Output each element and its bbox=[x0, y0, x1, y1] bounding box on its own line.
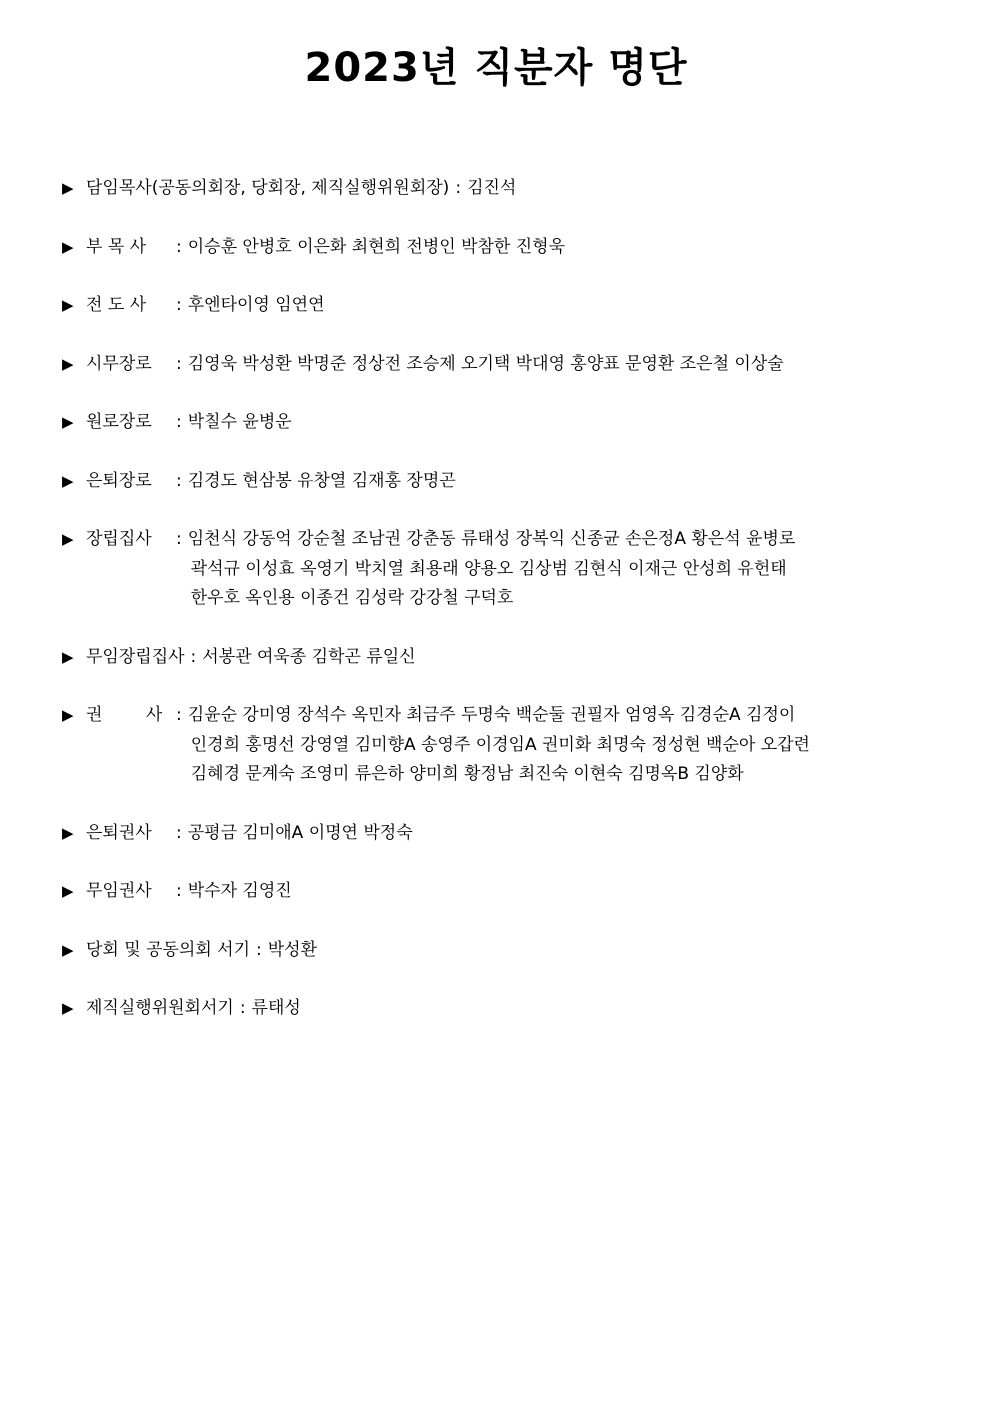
row-names: 박성환 bbox=[267, 939, 318, 960]
bullet-icon: ▶ bbox=[62, 237, 74, 256]
bullet-icon: ▶ bbox=[62, 413, 74, 431]
row-unassigned-ordained-deacons bbox=[62, 643, 942, 673]
row-label: 당회 및 공동의회 서기 bbox=[86, 939, 251, 960]
row-separator: : bbox=[176, 236, 182, 257]
row-label bbox=[86, 467, 170, 497]
row-senior-elders bbox=[62, 408, 942, 438]
row-label bbox=[86, 408, 170, 438]
row-separator: : bbox=[455, 178, 462, 198]
bullet-icon: ▶ bbox=[62, 471, 74, 490]
row-label-text: 장립집사 bbox=[86, 529, 152, 549]
row-separator: : bbox=[256, 939, 262, 960]
row-label-text: 은퇴권사 bbox=[86, 822, 152, 843]
row-label bbox=[86, 350, 170, 380]
row-label-text: 부 목 사 bbox=[86, 236, 147, 257]
row-separator: : bbox=[176, 822, 182, 843]
bullet-icon: ▶ bbox=[62, 999, 74, 1017]
row-label: 담임목사(공동의회장, 당회장, 제직실행위원회장) bbox=[86, 178, 450, 198]
names-line: 한우호 옥인용 이종건 김성락 강강철 구덕호 bbox=[190, 588, 514, 608]
bullet-icon: ▶ bbox=[62, 530, 74, 548]
row-label bbox=[86, 233, 170, 263]
row-names: 김진석 bbox=[467, 178, 517, 198]
row-active-elders bbox=[62, 350, 942, 380]
names-line: 임천식 강동억 강순철 조남권 강춘동 류태성 장복익 신종균 손은정A 황은석 윤병로 bbox=[187, 529, 796, 549]
bullet-icon: ▶ bbox=[62, 940, 74, 959]
names-line: 김윤순 강미영 장석수 옥민자 최금주 두명숙 백순둘 권필자 엄영옥 김경순A 김정이 bbox=[187, 705, 796, 725]
row-names: 류태성 bbox=[251, 998, 301, 1018]
row-names: 김영욱 박성환 박명준 정상전 조승제 오기택 박대영 홍양표 문영환 조은철 이상술 bbox=[187, 353, 784, 374]
bullet-icon: ▶ bbox=[62, 706, 74, 724]
row-separator: : bbox=[176, 529, 182, 549]
row-unassigned-kwonsa bbox=[62, 877, 942, 907]
names-line: 김혜경 문계숙 조영미 류은하 양미희 황정남 최진숙 이현숙 김명옥B 김양화 bbox=[190, 764, 744, 784]
row-session-clerk bbox=[62, 936, 942, 966]
row-names: 서봉관 여욱종 김학곤 류일신 bbox=[202, 646, 416, 667]
names-line: 곽석규 이성효 옥영기 박치열 최용래 양용오 김상범 김현식 이재근 안성희 유헌태 bbox=[190, 558, 787, 579]
row-separator: : bbox=[176, 705, 182, 725]
row-names: 공평금 김미애A 이명연 박정숙 bbox=[187, 822, 413, 843]
row-names: 김경도 현삼봉 유창열 김재홍 장명곤 bbox=[187, 470, 456, 491]
row-label-text: 권 사 bbox=[86, 705, 163, 725]
row-label-text: 무임권사 bbox=[86, 881, 152, 901]
row-names: 박칠수 윤병운 bbox=[187, 412, 292, 432]
row-label-text: 은퇴장로 bbox=[86, 470, 152, 491]
bullet-icon: ▶ bbox=[62, 882, 74, 900]
row-kwonsa bbox=[62, 701, 942, 790]
bullet-icon: ▶ bbox=[62, 296, 74, 314]
row-separator: : bbox=[176, 295, 182, 315]
row-label: 제직실행위원회서기 bbox=[86, 998, 234, 1018]
row-separator: : bbox=[176, 353, 182, 374]
row-separator: : bbox=[190, 646, 197, 667]
row-label bbox=[86, 819, 170, 849]
row-separator: : bbox=[176, 470, 182, 491]
row-separator: : bbox=[176, 412, 182, 432]
row-names bbox=[188, 525, 942, 614]
officer-roster bbox=[62, 174, 942, 1053]
bullet-icon: ▶ bbox=[62, 823, 74, 842]
bullet-icon: ▶ bbox=[62, 179, 74, 197]
page-title: 2023년 직분자 명단 bbox=[304, 45, 688, 91]
names-line: 인경희 홍명선 강영열 김미향A 송영주 이경임A 권미화 최명숙 정성현 백순아 오갑련 bbox=[190, 734, 810, 755]
row-label bbox=[86, 291, 170, 321]
row-label-text: 전 도 사 bbox=[86, 295, 147, 315]
row-associate-pastors bbox=[62, 233, 942, 263]
row-senior-pastor bbox=[62, 174, 942, 204]
row-retired-elders bbox=[62, 467, 942, 497]
row-label-text: 시무장로 bbox=[86, 353, 152, 374]
row-label bbox=[86, 701, 170, 731]
row-ordained-deacons bbox=[62, 525, 942, 614]
row-retired-kwonsa bbox=[62, 819, 942, 849]
row-label-text: 원로장로 bbox=[86, 412, 152, 432]
bullet-icon: ▶ bbox=[62, 354, 74, 373]
row-label: 무임장립집사 bbox=[86, 646, 185, 667]
row-evangelists bbox=[62, 291, 942, 321]
row-separator: : bbox=[176, 881, 182, 901]
row-names bbox=[188, 701, 942, 790]
row-label bbox=[86, 525, 170, 555]
row-names: 후엔타이영 임연연 bbox=[187, 295, 325, 315]
row-label bbox=[86, 877, 170, 907]
bullet-icon: ▶ bbox=[62, 647, 74, 666]
row-deacon-board-clerk bbox=[62, 994, 942, 1024]
row-names: 이승훈 안병호 이은화 최현희 전병인 박참한 진형욱 bbox=[187, 236, 566, 257]
row-names: 박수자 김영진 bbox=[187, 881, 292, 901]
row-separator: : bbox=[239, 998, 246, 1018]
